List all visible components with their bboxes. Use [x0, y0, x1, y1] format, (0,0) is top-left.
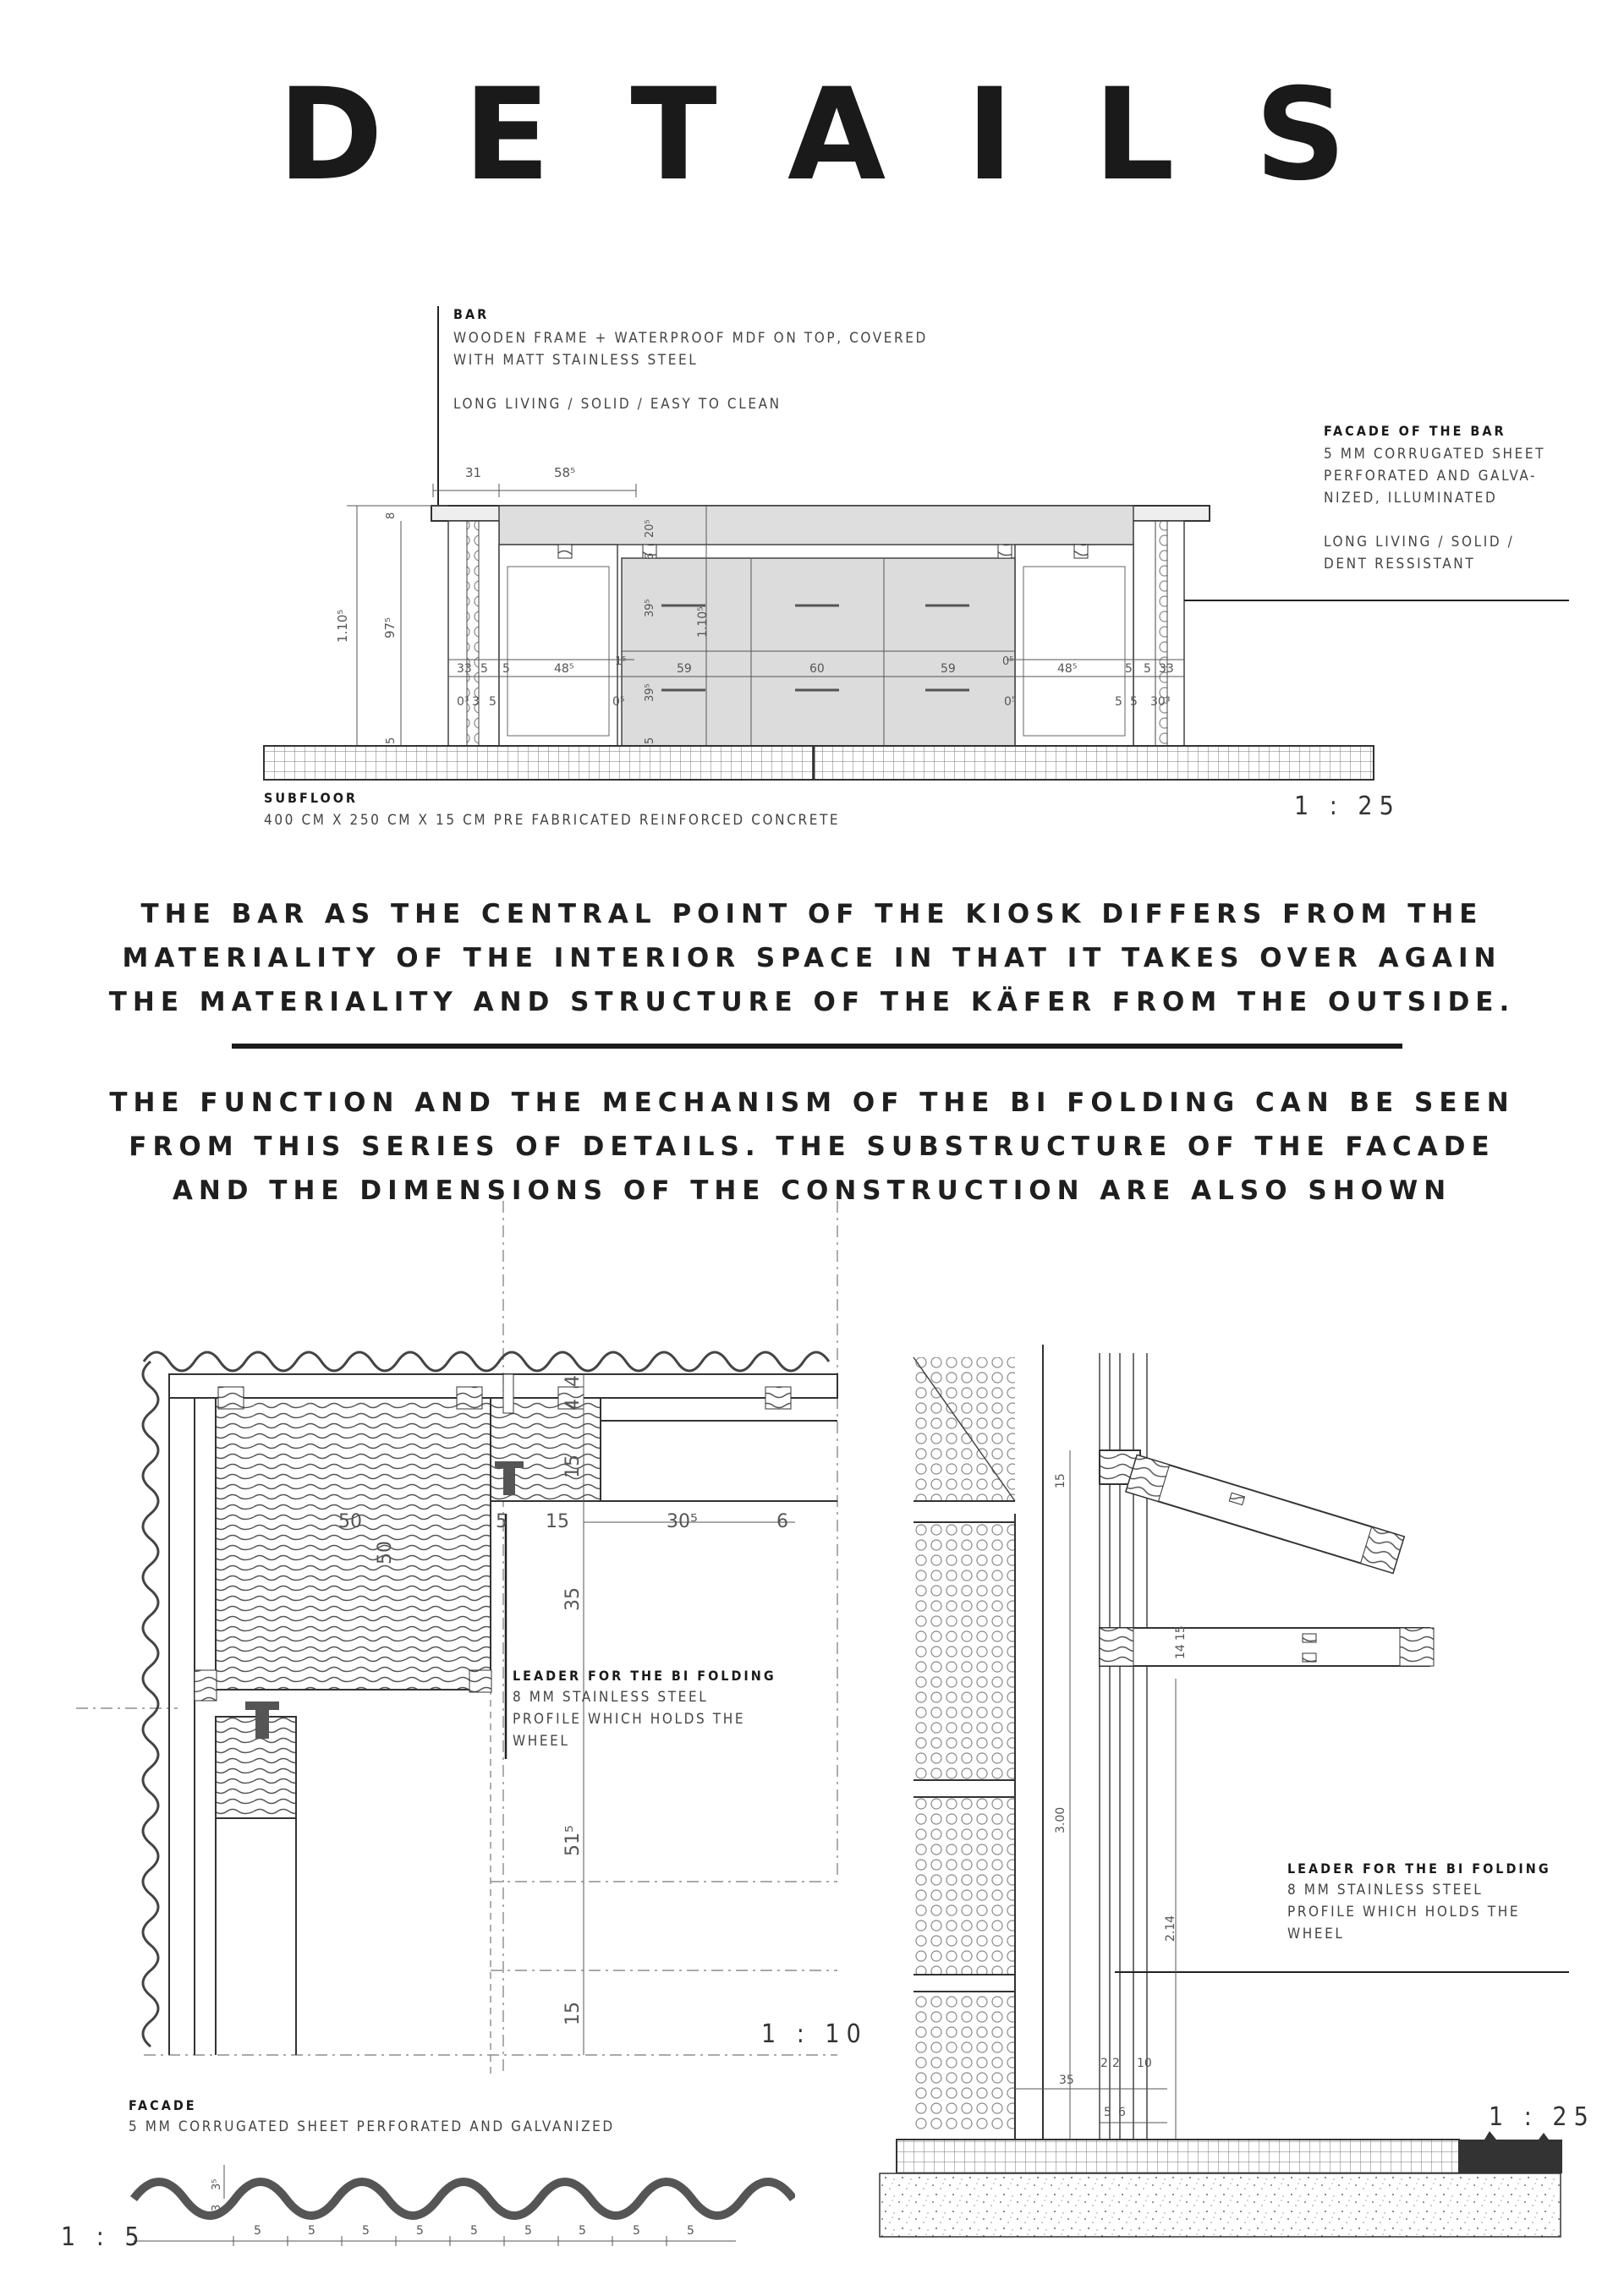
dim-bar-side-total: 1.10⁵ — [335, 609, 350, 643]
dim-bar-left-5b: 5 — [502, 662, 510, 676]
dim-bar-top-left: 31 — [465, 465, 482, 480]
details-paragraph: THE FUNCTION AND THE MECHANISM OF THE BI FOLDING CAN BE SEEN FROM THIS SERIES OF DETAILS. THE SUBSTRUCTURE OF THE FACADE AND THE DIMENSIONS OF THE CONSTRUCTION ARE ALSO SHOWN — [109, 1088, 1515, 1206]
facade-dimension-row — [233, 2224, 694, 2246]
dim-facade-5: 5 — [470, 2224, 478, 2238]
dim-bar-center-20: 20⁵ — [644, 519, 656, 538]
dim-bar-center-39b: 39⁵ — [644, 683, 656, 702]
section-divider — [232, 1044, 1402, 1049]
dim-section-2a: 2 — [1100, 2057, 1108, 2070]
dim-plan-15: 15 — [562, 1455, 584, 1478]
dim-facade-5: 5 — [579, 2224, 586, 2238]
dim-bar-center-39a: 39⁵ — [644, 599, 656, 617]
dim-bar-left-48: 48⁵ — [554, 662, 574, 676]
dim-bar-right-30: 30³ — [1150, 695, 1171, 709]
dim-bar-left-5a: 5 — [480, 662, 488, 676]
dim-bar-right-05: 0⁵ — [1002, 655, 1014, 668]
page-title: DETAILS — [277, 62, 1427, 209]
dim-bar-right-5d: 5 — [1115, 695, 1122, 709]
dim-plan-15c: 15 — [562, 2002, 584, 2025]
facade-bar-note-heading: FACADE OF THE BAR — [1324, 423, 1506, 439]
plan-detail-drawing — [0, 1201, 846, 2080]
dim-section-300: 3.00 — [1054, 1806, 1067, 1833]
dim-section-14: 14 — [1174, 1644, 1188, 1659]
dim-facade-3b: 3 — [211, 2204, 223, 2211]
facade-bar-note-body: 5 MM CORRUGATED SHEET PERFORATED AND GALVA- NIZED, ILLUMINATED LONG LIVING / SOLID / DENT RESSISTANT — [1324, 446, 1546, 573]
dim-plan-4b: 4 — [562, 1399, 584, 1411]
dim-bar-center-15: 1⁵ — [615, 655, 627, 668]
dim-facade-5: 5 — [362, 2224, 370, 2238]
dim-facade-5: 5 — [633, 2224, 640, 2238]
dim-bar-mid-60: 60 — [809, 662, 825, 676]
facade-note-body: 5 MM CORRUGATED SHEET PERFORATED AND GALVANIZED — [129, 2118, 615, 2135]
dim-section-214: 2.14 — [1164, 1915, 1177, 1942]
dim-facade-5: 5 — [254, 2224, 261, 2238]
leader-note-right-heading: LEADER FOR THE BI FOLDING — [1287, 1860, 1551, 1877]
dim-bar-mid-59a: 59 — [677, 662, 692, 676]
dim-section-35: 35 — [1059, 2074, 1074, 2087]
intro-paragraph: THE BAR AS THE CENTRAL POINT OF THE KIOSK DIFFERS FROM THE MATERIALITY OF THE INTERIOR SPACE IN THAT IT TAKES OVER AGAIN THE MATERIALITY AND STRUCTURE OF THE KÄFER FROM THE OUTSIDE. — [108, 899, 1516, 1017]
dim-bar-left-5c: 5 — [489, 695, 497, 709]
dim-section-5: 5 — [1104, 2106, 1111, 2119]
dim-facade-3a: 3⁵ — [211, 2178, 223, 2190]
dim-bar-left-05: 0⁵ — [612, 695, 625, 709]
dim-plan-35: 35 — [562, 1587, 584, 1611]
dim-section-10: 10 — [1137, 2057, 1152, 2070]
dim-section-15b: 15 — [1174, 1625, 1188, 1641]
dim-bar-center-5: 5 — [644, 737, 656, 744]
dim-facade-5: 5 — [687, 2224, 694, 2238]
dim-bar-right-5b: 5 — [1144, 662, 1151, 676]
leader-note-left-body: 8 MM STAINLESS STEEL PROFILE WHICH HOLDS THE WHEEL — [513, 1689, 746, 1750]
dim-facade-5: 5 — [416, 2224, 424, 2238]
bar-note-body: WOODEN FRAME + WATERPROOF MDF ON TOP, COVERED WITH MATT STAINLESS STEEL LONG LIVING / SOLID / EASY TO CLEAN — [453, 330, 928, 413]
dim-plan-4a: 4 — [562, 1375, 584, 1387]
bar-note-heading: BAR — [453, 306, 490, 322]
dim-bar-right-48: 48⁵ — [1057, 662, 1078, 676]
dim-bar-mid-59b: 59 — [941, 662, 956, 676]
dim-plan-50h: 50 — [338, 1511, 362, 1532]
dim-plan-50v: 50 — [375, 1541, 396, 1564]
dim-bar-center-6: 6 — [644, 552, 656, 560]
scale-label-top: 1 : 25 — [1294, 792, 1401, 821]
dim-plan-6: 6 — [776, 1511, 788, 1532]
dim-plan-15b: 15 — [546, 1511, 569, 1532]
dim-bar-side-8: 8 — [385, 512, 398, 519]
dim-bar-right-5c: 5 — [1130, 695, 1138, 709]
scale-label-right: 1 : 25 — [1489, 2102, 1595, 2132]
dim-bar-left-33: 33 — [457, 662, 472, 676]
dim-bar-side-5: 5 — [385, 737, 398, 744]
dim-section-6: 6 — [1118, 2106, 1126, 2119]
facade-note-heading: FACADE — [129, 2097, 197, 2113]
dim-bar-right-05b: 0⁵ — [1004, 695, 1017, 709]
dim-section-2b: 2 — [1112, 2057, 1120, 2070]
dim-bar-right-5a: 5 — [1125, 662, 1133, 676]
dim-bar-right-33: 33 — [1159, 662, 1174, 676]
dim-facade-5: 5 — [524, 2224, 532, 2238]
dim-section-15: 15 — [1054, 1473, 1067, 1488]
leader-note-right-body: 8 MM STAINLESS STEEL PROFILE WHICH HOLDS THE WHEEL — [1287, 1882, 1521, 1943]
dim-facade-5: 5 — [308, 2224, 315, 2238]
subfloor-note-body: 400 CM X 250 CM X 15 CM PRE FABRICATED REINFORCED CONCRETE — [264, 812, 841, 829]
dim-bar-center-110: 1.10⁵ — [696, 606, 710, 638]
facade-profile-drawing — [118, 2152, 795, 2262]
scale-label-mid: 1 : 10 — [761, 2019, 868, 2049]
scale-label-bottom: 1 : 5 — [61, 2222, 146, 2252]
dim-bar-top-mid: 58⁵ — [554, 465, 576, 480]
subfloor-note-heading: SUBFLOOR — [264, 790, 359, 806]
dim-bar-side-97: 97⁵ — [382, 616, 398, 638]
dim-bar-left-3: 3 — [472, 695, 480, 709]
dim-plan-30: 30⁵ — [667, 1511, 698, 1532]
dim-bar-left-03: 0³ — [457, 695, 469, 709]
dim-plan-51: 51⁵ — [562, 1825, 584, 1856]
dim-plan-5: 5 — [496, 1511, 508, 1532]
leader-note-left-heading: LEADER FOR THE BI FOLDING — [513, 1668, 776, 1684]
